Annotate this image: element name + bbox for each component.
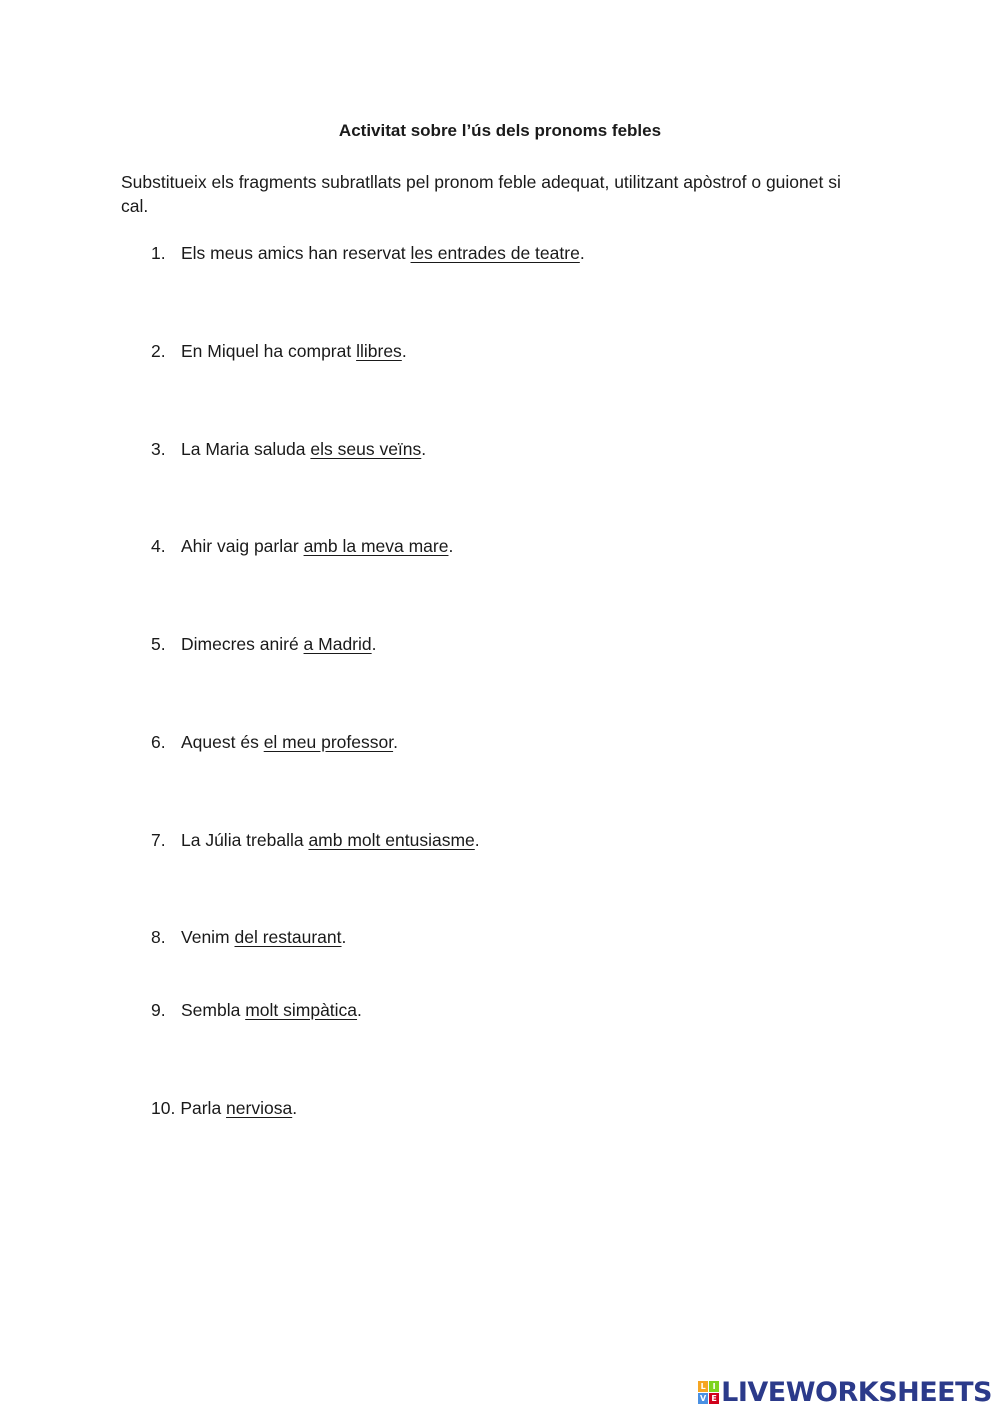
logo-mark-letter: V — [700, 1393, 707, 1403]
item-punctuation: . — [421, 439, 427, 459]
logo-mark-letter: I — [709, 1381, 719, 1392]
item-punctuation: . — [292, 1098, 298, 1118]
exercise-item-7 — [151, 829, 480, 851]
underlined-fragment: molt simpàtica — [245, 1000, 358, 1020]
item-text: Sembla — [181, 1000, 246, 1020]
item-text: La Maria saluda — [181, 439, 311, 459]
item-number: 7. — [151, 830, 166, 850]
logo-mark-letter: E — [709, 1393, 719, 1404]
item-number: 4. — [151, 536, 166, 556]
item-text: Parla — [180, 1098, 227, 1118]
page-title: Activitat sobre l’ús dels pronoms febles — [338, 121, 662, 140]
exercise-item-6 — [151, 731, 398, 753]
exercise-item-9 — [151, 999, 362, 1021]
underlined-fragment: els seus veïns — [310, 439, 422, 459]
underlined-fragment: llibres — [356, 341, 402, 361]
logo-wordmark: LIVEWORKSHEETS — [721, 1376, 992, 1408]
item-number: 8. — [151, 927, 166, 947]
exercise-item-2 — [151, 340, 407, 362]
item-punctuation: . — [448, 536, 454, 556]
item-text: Ahir vaig parlar — [181, 536, 304, 556]
item-number: 10. — [151, 1098, 176, 1118]
exercise-item-5 — [151, 633, 377, 655]
exercise-item-3 — [151, 438, 426, 460]
underlined-fragment: amb molt entusiasme — [308, 830, 475, 850]
item-punctuation: . — [579, 243, 585, 263]
item-number: 9. — [151, 1000, 166, 1020]
item-text: En Miquel ha comprat — [181, 341, 357, 361]
item-number: 1. — [151, 243, 166, 263]
logo-mark-letter: L — [698, 1381, 708, 1392]
exercise-item-4 — [151, 535, 453, 557]
exercise-item-8 — [151, 926, 346, 948]
item-number: 5. — [151, 634, 166, 654]
item-punctuation: . — [393, 732, 398, 752]
item-number: 3. — [151, 439, 166, 459]
item-text: Aquest és — [181, 732, 264, 752]
item-punctuation: . — [341, 927, 347, 947]
underlined-fragment: nerviosa — [226, 1098, 293, 1118]
liveworksheets-logo — [698, 1377, 992, 1407]
underlined-fragment: amb la meva mare — [303, 536, 449, 556]
underlined-fragment: les entrades de teatre — [410, 243, 580, 263]
exercise-item-1 — [151, 242, 585, 264]
item-punctuation: . — [401, 341, 407, 361]
item-text: Dimecres aniré — [181, 634, 304, 654]
logo-mark-icon — [698, 1381, 719, 1404]
underlined-fragment: el meu professor — [263, 732, 394, 752]
item-number: 6. — [151, 732, 166, 752]
item-punctuation: . — [474, 830, 480, 850]
exercise-item-10 — [151, 1097, 297, 1119]
item-text: Els meus amics han reservat — [181, 243, 411, 263]
item-punctuation: . — [357, 1000, 362, 1020]
item-number: 2. — [151, 341, 166, 361]
underlined-fragment: del restaurant — [234, 927, 342, 947]
item-text: La Júlia treballa — [181, 830, 309, 850]
item-punctuation: . — [371, 634, 377, 654]
instructions-text: Substitueix els fragments subratllats pel pronom feble adequat, utilitzant apòstrof o guionet si cal. — [121, 172, 841, 216]
item-text: Venim — [181, 927, 235, 947]
underlined-fragment: a Madrid — [303, 634, 372, 654]
